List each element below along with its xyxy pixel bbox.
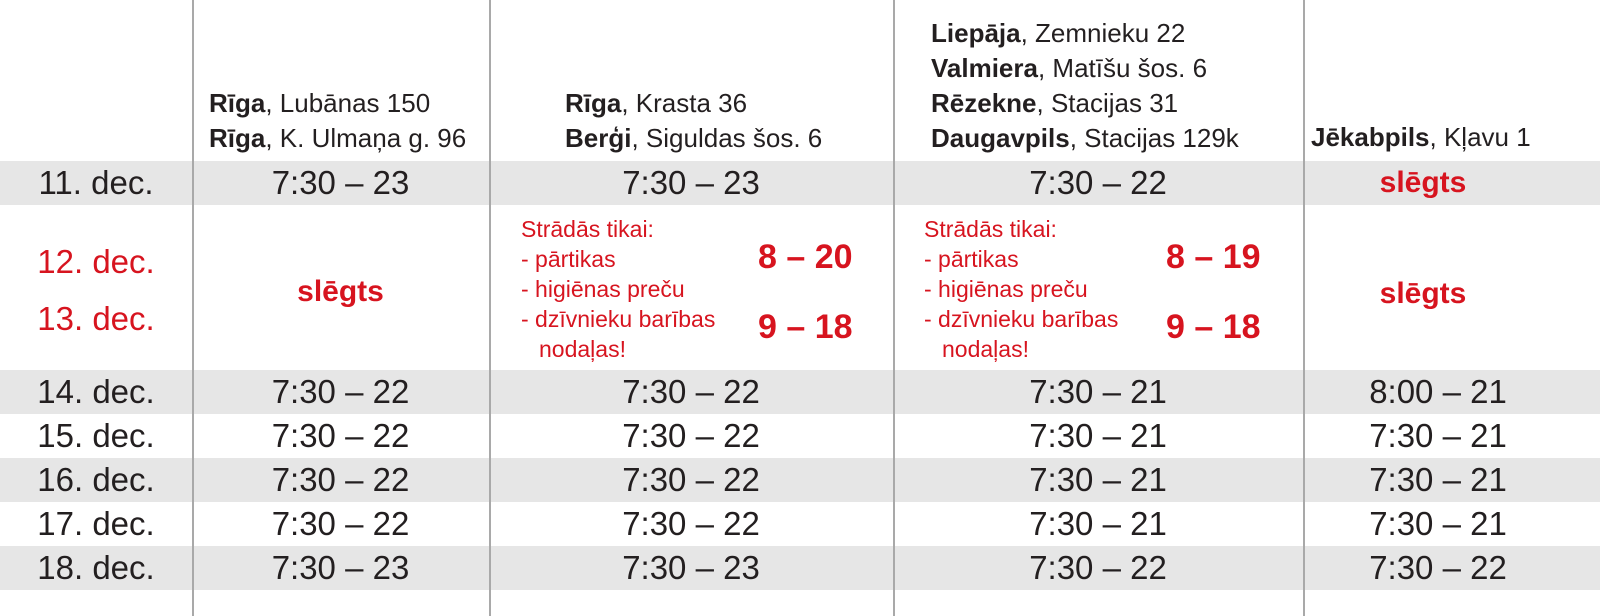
hours-cell: 7:30 – 22 (271, 373, 410, 410)
limited-departments-note: Strādās tikai: - pārtikas - higiēnas preču - dzīvnieku barības nodaļas! (924, 216, 1119, 362)
date-cell: 17. dec. (37, 505, 155, 542)
hours-cell: 7:30 – 22 (622, 505, 760, 542)
hours-cell: 7:30 – 22 (1029, 164, 1167, 201)
closed-label: slēgts (297, 275, 384, 308)
hours-cell: 7:30 – 23 (271, 164, 410, 201)
date-cell: 14. dec. (37, 373, 155, 410)
hours-cell: 7:30 – 22 (1029, 549, 1167, 586)
hours-cell: 7:30 – 21 (1369, 461, 1507, 498)
hours-cell: 7:30 – 21 (1029, 417, 1167, 454)
hours-cell: 7:30 – 22 (271, 461, 410, 498)
hours-cell: 7:30 – 22 (271, 505, 410, 542)
date-cell: 18. dec. (37, 549, 155, 586)
hours-cell: 7:30 – 23 (622, 164, 760, 201)
hours-cell: 8:00 – 21 (1369, 373, 1507, 410)
hours-cell: 7:30 – 22 (1369, 549, 1507, 586)
limited-departments-note: Strādās tikai: - pārtikas - higiēnas preču - dzīvnieku barības nodaļas! (521, 216, 716, 362)
special-hours-b: 9 – 18 (758, 308, 853, 346)
hours-cell: 7:30 – 21 (1029, 373, 1167, 410)
header-store-4: Jēkabpils, Kļavu 1 (1311, 122, 1531, 152)
date-cell: 11. dec. (38, 164, 154, 201)
header-store-3: Liepāja, Zemnieku 22 Valmiera, Matīšu šos. 6 Rēzekne, Stacijas 31 Daugavpils, Stacijas 129k (931, 18, 1239, 153)
hours-cell: 7:30 – 22 (622, 417, 760, 454)
hours-cell: 7:30 – 21 (1029, 505, 1167, 542)
hours-cell: 7:30 – 23 (271, 549, 410, 586)
hours-cell: 7:30 – 21 (1369, 417, 1507, 454)
hours-cell: 7:30 – 22 (622, 373, 760, 410)
special-hours-a: 8 – 20 (758, 238, 853, 276)
hours-cell: 7:30 – 21 (1029, 461, 1167, 498)
closed-label: slēgts (1379, 166, 1467, 199)
header-store-1: Rīga, Lubānas 150 Rīga, K. Ulmaņa g. 96 (209, 88, 467, 153)
date-cell: 16. dec. (37, 461, 155, 498)
special-hours-a: 8 – 19 (1166, 238, 1261, 276)
special-hours-b: 9 – 18 (1166, 308, 1261, 346)
date-cell: 15. dec. (37, 417, 155, 454)
date-cell-13: 13. dec. (37, 300, 155, 337)
hours-cell: 7:30 – 22 (622, 461, 760, 498)
closed-label: slēgts (1379, 277, 1467, 310)
hours-cell: 7:30 – 21 (1369, 505, 1507, 542)
header-store-2: Rīga, Krasta 36 Berģi, Siguldas šos. 6 (565, 88, 823, 153)
hours-cell: 7:30 – 23 (622, 549, 760, 586)
date-cell-12: 12. dec. (37, 243, 155, 280)
hours-cell: 7:30 – 22 (271, 417, 410, 454)
